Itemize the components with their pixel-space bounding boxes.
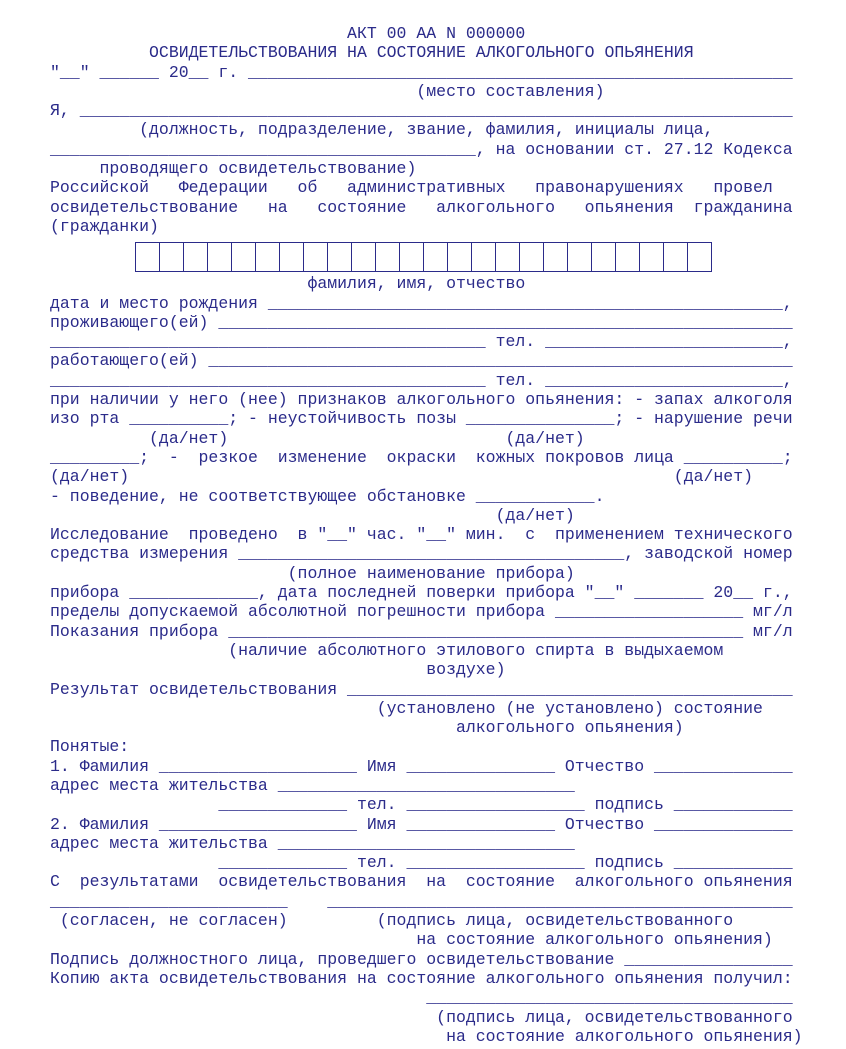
device-reading-line: Показания прибора ____________________________________________________ мг/л — [50, 621, 793, 641]
name-char-cell — [639, 242, 664, 272]
name-char-cell — [327, 242, 352, 272]
official-signature-line: Подпись должностного лица, проведшего освидетельствование _________________ — [50, 949, 793, 969]
examination-time-line: Исследование проведено в "__" час. "__" мин. с применением технического — [50, 525, 793, 545]
residence-phone-line: ____________________________________________ тел. ________________________, — [50, 332, 793, 352]
name-char-cell — [591, 242, 616, 272]
agreement-caption-2: на состояние алкогольного опьянения) — [50, 930, 773, 950]
signs-line-2: _________; - резкое изменение окраски кожных покровов лица __________; — [50, 447, 793, 467]
device-caption: (полное наименование прибора) — [50, 563, 575, 583]
result-line: Результат освидетельствования _____________________________________________ — [50, 679, 793, 699]
officer-intro-line: Я, ________________________________________________________________________ — [50, 101, 793, 121]
officer-caption-2: проводящего освидетельствование) — [50, 159, 417, 179]
copy-caption-2: на состояние алкогольного опьянения) — [50, 1026, 803, 1046]
name-char-cell — [279, 242, 304, 272]
agreement-signature-blanks: ________________________ _______________________________________________ — [50, 891, 793, 911]
witnesses-header: Понятые: — [50, 737, 130, 757]
name-char-cell — [375, 242, 400, 272]
place-caption: (место составления) — [50, 81, 605, 101]
name-char-cell — [471, 242, 496, 272]
name-character-boxes — [135, 242, 846, 272]
name-char-cell — [447, 242, 472, 272]
legal-basis-line-1: Российской Федерации об административных правонарушениях провел — [50, 178, 773, 198]
name-char-cell — [663, 242, 688, 272]
officer-caption-1: (должность, подразделение, звание, фамилия, инициалы лица, — [50, 120, 714, 140]
agreement-caption-1: (согласен, не согласен) (подпись лица, освидетельствованного — [50, 911, 734, 931]
copy-signature-blank: _____________________________________ — [50, 988, 793, 1008]
witness-2-phone-signature-line: _____________ тел. __________________ подпись ____________ — [50, 853, 793, 873]
name-char-cell — [687, 242, 712, 272]
name-char-cell — [183, 242, 208, 272]
date-and-place-line: "__" ______ 20__ г. _______________________________________________________ — [50, 62, 793, 82]
device-name-line: средства измерения _______________________________________, заводской номер — [50, 544, 793, 564]
witness-1-phone-signature-line: _____________ тел. __________________ подпись ____________ — [50, 795, 793, 815]
name-char-cell — [159, 242, 184, 272]
result-caption-1: (установлено (не установлено) состояние — [50, 698, 763, 718]
name-char-cell — [231, 242, 256, 272]
signs-line-1: изо рта __________; - неустойчивость позы _______________; - нарушение речи — [50, 409, 793, 429]
result-caption-2: алкогольного опьянения) — [50, 718, 684, 738]
workplace-phone-line: ____________________________________________ тел. ________________________, — [50, 370, 793, 390]
name-char-cell — [207, 242, 232, 272]
birth-date-place-line: дата и место рождения ____________________________________________________, — [50, 293, 793, 313]
witness-1-name-line: 1. Фамилия ____________________ Имя _______________ Отчество ______________ — [50, 756, 793, 776]
yes-no-caption-3: (да/нет) — [50, 505, 575, 525]
name-char-cell — [495, 242, 520, 272]
name-char-cell — [615, 242, 640, 272]
reading-caption-1: (наличие абсолютного этилового спирта в выдыхаемом — [50, 640, 724, 660]
citizen-gender-note: (гражданки) — [50, 216, 159, 236]
name-char-cell — [567, 242, 592, 272]
name-char-cell — [519, 242, 544, 272]
reading-caption-2: воздухе) — [50, 660, 506, 680]
name-char-cell — [255, 242, 280, 272]
legal-basis-line-2: освидетельствование на состояние алкогольного опьянения гражданина — [50, 197, 793, 217]
witness-2-name-line: 2. Фамилия ____________________ Имя _______________ Отчество ______________ — [50, 814, 793, 834]
agreement-line: С результатами освидетельствования на состояние алкогольного опьянения — [50, 872, 793, 892]
yes-no-caption-2: (да/нет) (да/нет) — [50, 467, 754, 487]
copy-caption-1: (подпись лица, освидетельствованного — [50, 1007, 793, 1027]
name-char-cell — [351, 242, 376, 272]
name-char-cell — [399, 242, 424, 272]
residence-line: проживающего(ей) __________________________________________________________ — [50, 312, 793, 332]
behavior-line: - поведение, не соответствующее обстановке ____________. — [50, 486, 605, 506]
act-number-title: АКТ 00 АА N 000000 — [50, 24, 526, 43]
device-error-line: пределы допускаемой абсолютной погрешности прибора ___________________ мг/л — [50, 602, 793, 622]
name-char-cell — [135, 242, 160, 272]
workplace-line: работающего(ей) ___________________________________________________________ — [50, 351, 793, 371]
name-caption: фамилия, имя, отчество — [50, 274, 526, 294]
witness-1-address-line: адрес места жительства ______________________________ — [50, 775, 575, 795]
yes-no-caption-1: (да/нет) (да/нет) — [50, 428, 585, 448]
signs-intro-line: при наличии у него (нее) признаков алкогольного опьянения: - запах алкоголя — [50, 390, 793, 410]
name-char-cell — [303, 242, 328, 272]
device-check-date-line: прибора _____________, дата последней поверки прибора "__" _______ 20__ г., — [50, 583, 793, 603]
act-subtitle: ОСВИДЕТЕЛЬСТВОВАНИЯ НА СОСТОЯНИЕ АЛКОГОЛЬНОГО ОПЬЯНЕНИЯ — [50, 43, 694, 63]
name-char-cell — [423, 242, 448, 272]
name-char-cell — [543, 242, 568, 272]
basis-line: ___________________________________________, на основании ст. 27.12 Кодекса — [50, 139, 793, 159]
witness-2-address-line: адрес места жительства ______________________________ — [50, 833, 575, 853]
copy-received-line: Копию акта освидетельствования на состояние алкогольного опьянения получил: — [50, 968, 793, 988]
